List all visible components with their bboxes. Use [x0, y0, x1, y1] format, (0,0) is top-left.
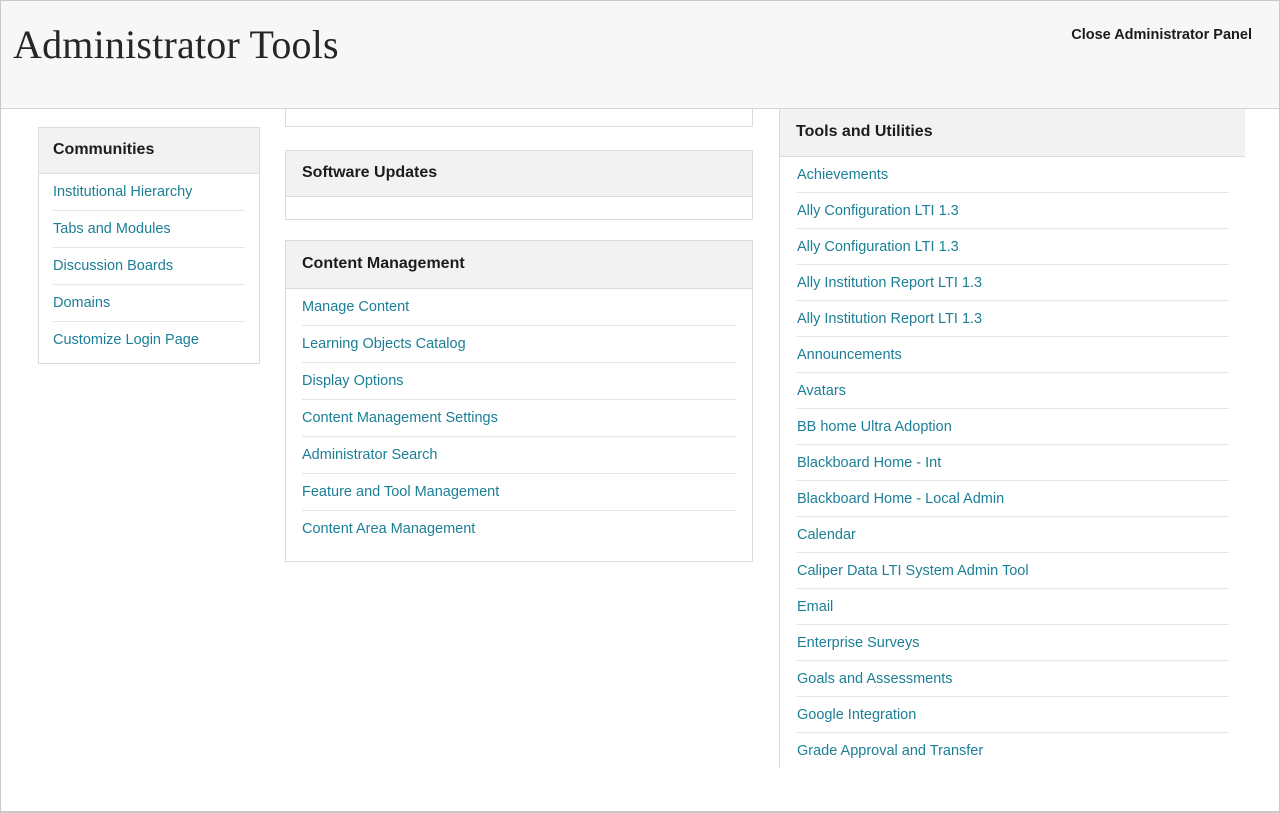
list-item — [302, 289, 736, 326]
list-item — [796, 193, 1229, 229]
list-item — [796, 337, 1229, 373]
tools-and-utilities-module-title: Tools and Utilities — [780, 109, 1245, 157]
link-enterprise-surveys[interactable]: Enterprise Surveys — [797, 634, 920, 651]
link-content-area-management[interactable]: Content Area Management — [302, 521, 476, 537]
software-updates-module-title: Software Updates — [286, 151, 752, 197]
page-title: Administrator Tools — [13, 22, 339, 67]
communities-module-title: Communities — [39, 128, 259, 174]
list-item — [53, 174, 245, 211]
link-email[interactable]: Email — [797, 598, 834, 615]
link-goals-and-assessments[interactable]: Goals and Assessments — [797, 670, 953, 687]
link-avatars[interactable]: Avatars — [797, 382, 846, 399]
list-item — [796, 481, 1229, 517]
link-display-options[interactable]: Display Options — [302, 373, 404, 389]
communities-module-body — [39, 174, 259, 363]
link-customize-login-page[interactable]: Customize Login Page — [53, 332, 199, 348]
list-item — [796, 373, 1229, 409]
list-item — [53, 322, 245, 358]
link-calendar[interactable]: Calendar — [797, 526, 856, 543]
list-item — [53, 285, 245, 322]
link-achievements[interactable]: Achievements — [797, 166, 889, 183]
link-bb-home-ultra-adoption[interactable]: BB home Ultra Adoption — [797, 418, 952, 435]
clipped-module-above — [285, 109, 753, 127]
list-item — [796, 265, 1229, 301]
left-gutter — [1, 109, 13, 812]
tools-and-utilities-module — [779, 109, 1245, 768]
content-management-module-body — [286, 289, 752, 561]
link-discussion-boards[interactable]: Discussion Boards — [53, 258, 174, 274]
software-updates-module — [285, 150, 753, 220]
list-item — [796, 157, 1229, 193]
link-ally-configuration-lti-13-2[interactable]: Ally Configuration LTI 1.3 — [797, 238, 959, 255]
link-feature-and-tool-management[interactable]: Feature and Tool Management — [302, 484, 500, 500]
link-blackboard-home-int[interactable]: Blackboard Home - Int — [797, 454, 942, 471]
link-learning-objects-catalog[interactable]: Learning Objects Catalog — [302, 336, 466, 352]
link-caliper-data-lti-system-admin-tool[interactable]: Caliper Data LTI System Admin Tool — [797, 562, 1029, 579]
content-management-module-title: Content Management — [286, 241, 752, 289]
list-item — [302, 326, 736, 363]
list-item — [302, 363, 736, 400]
list-item — [53, 248, 245, 285]
link-administrator-search[interactable]: Administrator Search — [302, 447, 438, 463]
link-institutional-hierarchy[interactable]: Institutional Hierarchy — [53, 184, 193, 200]
list-item — [796, 301, 1229, 337]
list-item — [302, 511, 736, 547]
communities-link-list — [53, 174, 245, 358]
list-item — [302, 400, 736, 437]
tools-and-utilities-link-list — [796, 157, 1229, 768]
link-content-management-settings[interactable]: Content Management Settings — [302, 410, 498, 426]
link-blackboard-home-local-admin[interactable]: Blackboard Home - Local Admin — [797, 490, 1005, 507]
link-ally-institution-report-lti-13-1[interactable]: Ally Institution Report LTI 1.3 — [797, 274, 983, 291]
list-item — [302, 474, 736, 511]
link-announcements[interactable]: Announcements — [797, 346, 902, 363]
link-domains[interactable]: Domains — [53, 295, 111, 311]
admin-tools-body — [1, 109, 1279, 812]
link-grade-approval-and-transfer[interactable]: Grade Approval and Transfer — [797, 742, 984, 759]
list-item — [796, 229, 1229, 265]
link-google-integration[interactable]: Google Integration — [797, 706, 917, 723]
communities-module — [38, 127, 260, 364]
list-item — [796, 517, 1229, 553]
list-item — [796, 409, 1229, 445]
link-manage-content[interactable]: Manage Content — [302, 299, 410, 315]
link-tabs-and-modules[interactable]: Tabs and Modules — [53, 221, 171, 237]
link-ally-institution-report-lti-13-2[interactable]: Ally Institution Report LTI 1.3 — [797, 310, 983, 327]
list-item — [53, 211, 245, 248]
content-management-module — [285, 240, 753, 562]
list-item — [302, 437, 736, 474]
list-item — [796, 697, 1229, 733]
content-management-link-list — [302, 289, 736, 547]
list-item — [796, 661, 1229, 697]
page-header — [1, 1, 1279, 109]
tools-and-utilities-module-body — [780, 157, 1245, 768]
list-item — [796, 625, 1229, 661]
list-item — [796, 553, 1229, 589]
list-item — [796, 733, 1229, 768]
link-ally-configuration-lti-13-1[interactable]: Ally Configuration LTI 1.3 — [797, 202, 959, 219]
list-item — [796, 589, 1229, 625]
close-administrator-panel-link[interactable]: Close Administrator Panel — [1071, 27, 1252, 43]
page-bottom-edge — [1, 811, 1280, 812]
list-item — [796, 445, 1229, 481]
